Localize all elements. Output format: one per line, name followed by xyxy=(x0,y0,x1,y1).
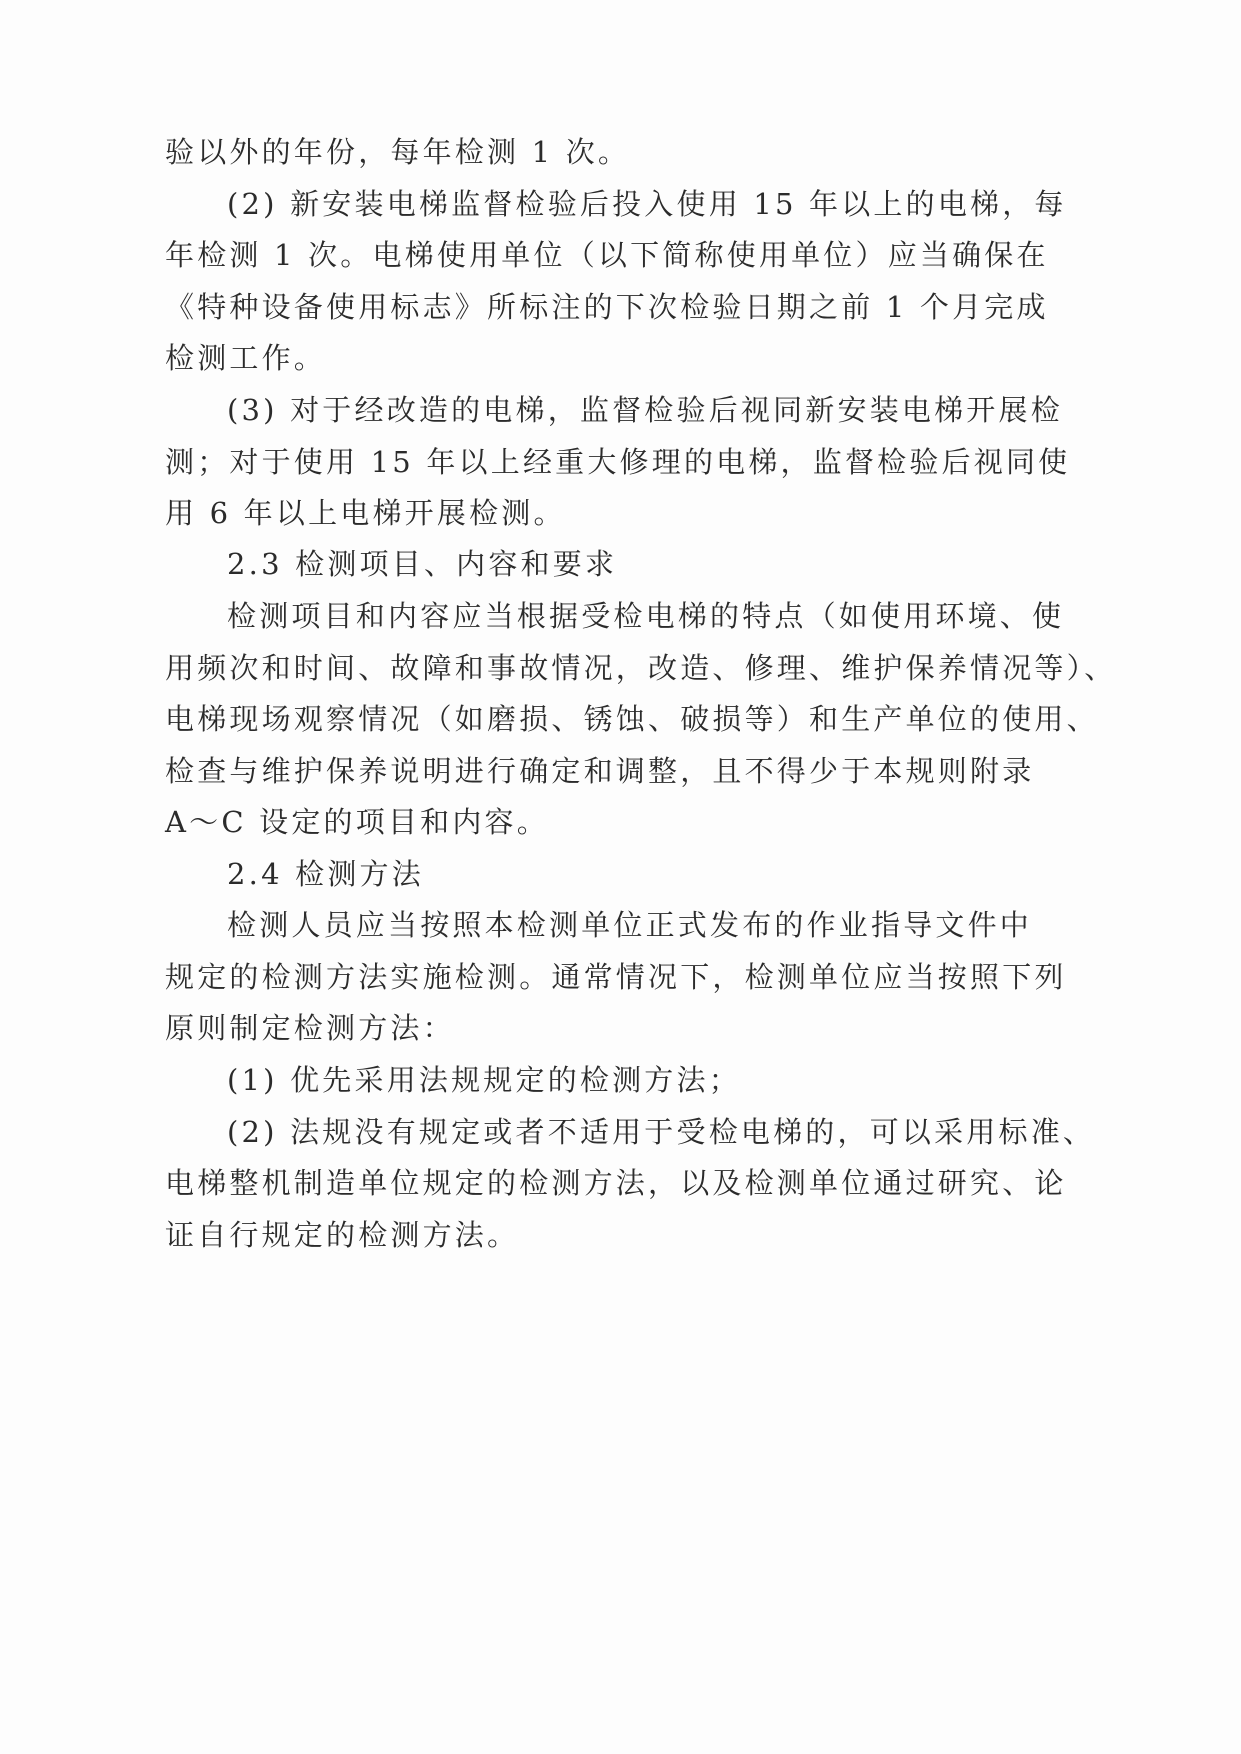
section-heading-2-4: 2.4 检测方法 xyxy=(227,857,424,891)
paragraph-line: 检测项目和内容应当根据受检电梯的特点（如使用环境、使 xyxy=(227,599,1065,633)
paragraph-line: 电梯整机制造单位规定的检测方法，以及检测单位通过研究、论 xyxy=(165,1166,1067,1200)
paragraph-line: (3) 对于经改造的电梯，监督检验后视同新安装电梯开展检 xyxy=(227,393,1063,427)
section-heading-2-3: 2.3 检测项目、内容和要求 xyxy=(227,547,618,581)
paragraph-line: 用 6 年以上电梯开展检测。 xyxy=(165,496,566,530)
paragraph-line: 测；对于使用 15 年以上经重大修理的电梯，监督检验后视同使 xyxy=(165,445,1071,479)
paragraph-line: 规定的检测方法实施检测。通常情况下，检测单位应当按照下列 xyxy=(165,960,1067,994)
paragraph-line: 《特种设备使用标志》所标注的下次检验日期之前 1 个月完成 xyxy=(165,290,1049,324)
paragraph-line: (2) 新安装电梯监督检验后投入使用 15 年以上的电梯，每 xyxy=(227,187,1067,221)
paragraph-line: 检测工作。 xyxy=(165,341,327,375)
paragraph-line: 检测人员应当按照本检测单位正式发布的作业指导文件中 xyxy=(227,908,1033,942)
paragraph-line: 原则制定检测方法： xyxy=(165,1011,455,1045)
paragraph-line: 年检测 1 次。电梯使用单位（以下简称使用单位）应当确保在 xyxy=(165,238,1049,272)
paragraph-line: 电梯现场观察情况（如磨损、锈蚀、破损等）和生产单位的使用、 xyxy=(165,702,1099,736)
paragraph-line: 检查与维护保养说明进行确定和调整，且不得少于本规则附录 xyxy=(165,754,1035,788)
paragraph-line: 证自行规定的检测方法。 xyxy=(165,1218,520,1252)
paragraph-line: 验以外的年份，每年检测 1 次。 xyxy=(165,135,631,169)
paragraph-line: (1) 优先采用法规规定的检测方法； xyxy=(227,1063,741,1097)
paragraph-line: 用频次和时间、故障和事故情况，改造、修理、维护保养情况等）、 xyxy=(165,651,1117,685)
paragraph-line: (2) 法规没有规定或者不适用于受检电梯的，可以采用标准、 xyxy=(227,1115,1096,1149)
paragraph-line: A～C 设定的项目和内容。 xyxy=(165,805,549,839)
